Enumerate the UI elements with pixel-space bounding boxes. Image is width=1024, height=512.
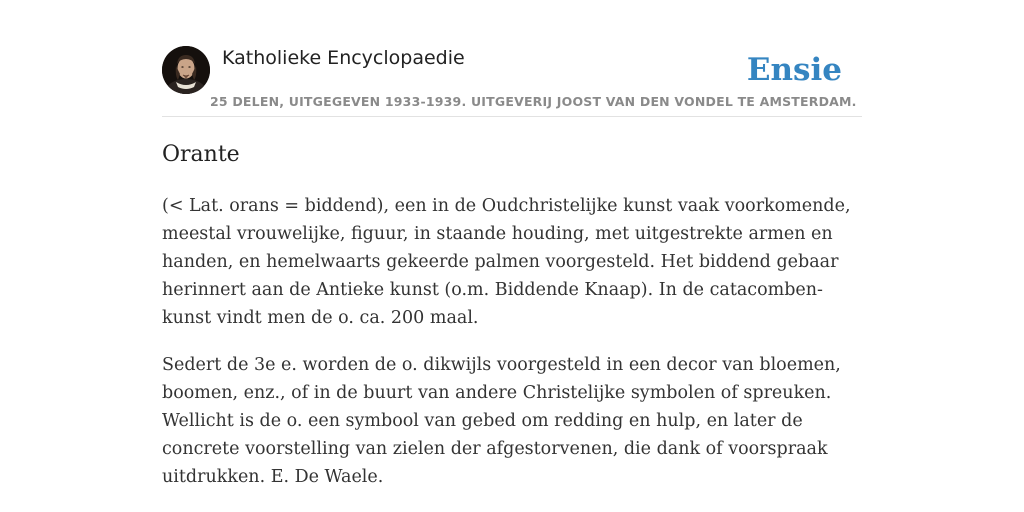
article-title: Orante [162, 142, 240, 167]
article-body [162, 192, 864, 510]
brand-logo[interactable]: Ensie [746, 52, 842, 88]
article-paragraph: (< Lat. orans = biddend), een in de Oudchristelijke kunst vaak voorkomende, meestal vrouwelijke, figuur, in staande houding, met uitgestrekte armen en handen, en hemelwaarts gekeerde palmen voorgesteld. Het biddend gebaar herinnert aan de Antieke kunst (o.m. Biddende Knaap). In de catacomben-kunst vindt men de o. ca. 200 maal. [162, 196, 851, 328]
source-header [162, 46, 862, 117]
article-paragraph: Sedert de 3e e. worden de o. dikwijls voorgesteld in een decor van bloemen, boomen, enz., of in de buurt van andere Christelijke symbolen of spreuken. Wellicht is de o. een symbool van gebed om redding en hulp, en later de concrete voorstelling van zielen der afgestorvenen, die dank of voorspraak uitdrukken. E. De Waele. [162, 355, 841, 487]
portrait-avatar-icon [162, 46, 210, 94]
source-avatar[interactable] [162, 46, 210, 94]
source-subtitle: 25 DELEN, UITGEGEVEN 1933-1939. UITGEVERIJ JOOST VAN DEN VONDEL TE AMSTERDAM. [210, 94, 857, 109]
source-title[interactable]: Katholieke Encyclopaedie [222, 47, 465, 69]
